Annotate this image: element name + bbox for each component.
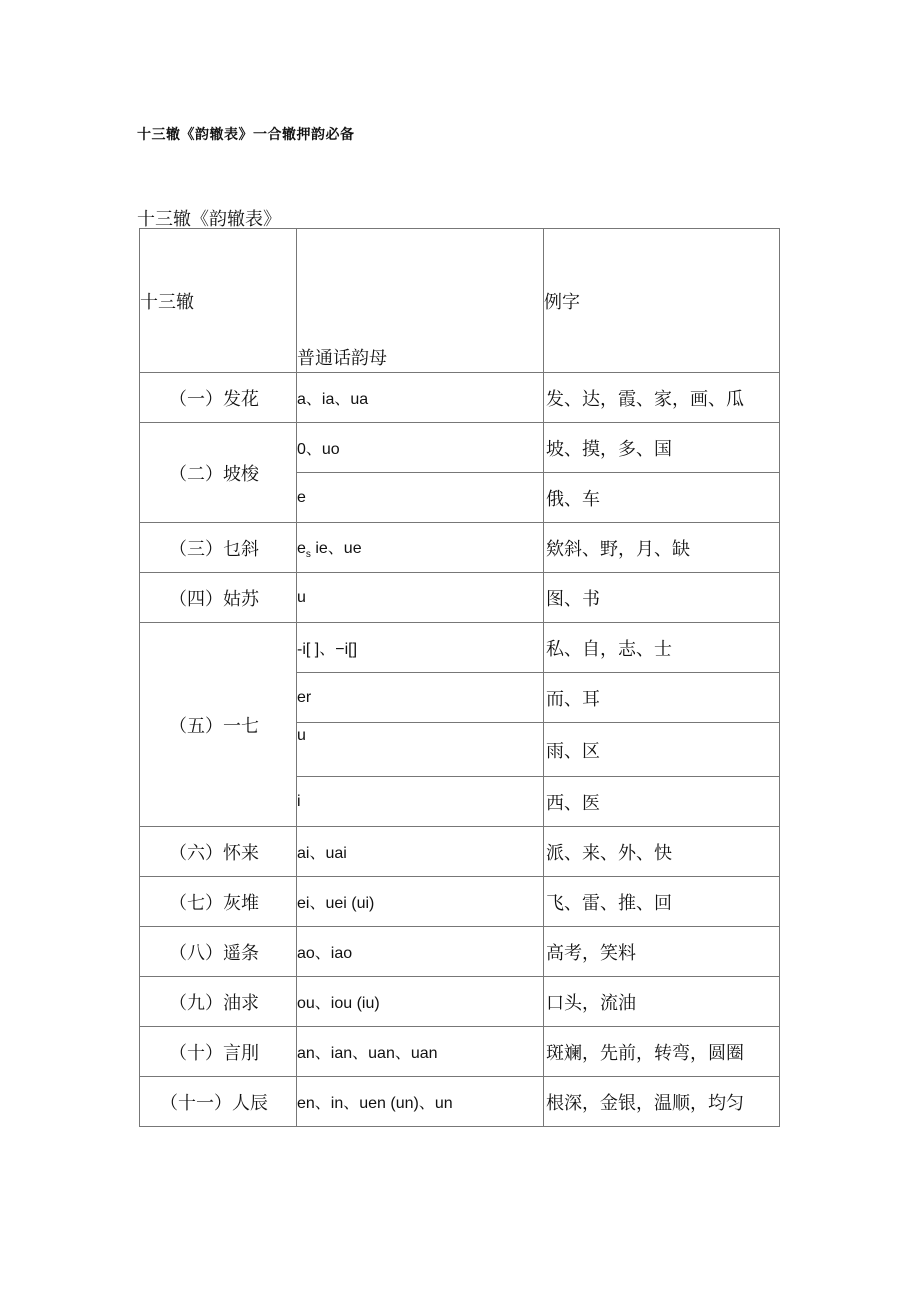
examples-cell: 俄、车: [544, 473, 780, 523]
examples-cell: 图、书: [544, 573, 780, 623]
examples-cell: 飞、雷、推、回: [544, 877, 780, 927]
rhyme-name: （十一）人辰: [140, 1077, 297, 1127]
table-row: [140, 1077, 780, 1127]
rhyme-table: [139, 228, 780, 1127]
finals-main: e: [297, 539, 306, 557]
examples-cell: 派、来、外、快: [544, 827, 780, 877]
finals-subscript: s: [305, 549, 311, 561]
rhyme-name: （一）发花: [140, 373, 297, 423]
table-row: [140, 977, 780, 1027]
finals-cell: a、ia、ua: [297, 373, 544, 423]
table-caption: 十三辙《韵辙表》: [137, 209, 281, 230]
rhyme-name: （十）言刖: [140, 1027, 297, 1077]
header-rhyme-category: 十三辙: [140, 229, 297, 373]
examples-cell: 而、耳: [544, 673, 780, 723]
rhyme-name: （八）遥条: [140, 927, 297, 977]
table-row: [140, 877, 780, 927]
finals-cell: ei、uei (ui): [297, 877, 544, 927]
finals-cell: ai、uai: [297, 827, 544, 877]
finals-cell: e: [297, 473, 544, 523]
rhyme-name: （四）姑苏: [140, 573, 297, 623]
rhyme-name: （九）油求: [140, 977, 297, 1027]
finals-cell: ou、iou (iu): [297, 977, 544, 1027]
examples-cell: 根深，金银，温顺，均匀: [544, 1077, 780, 1127]
finals-cell: i: [297, 777, 544, 827]
finals-rest: ie、ue: [310, 539, 362, 557]
finals-cell: [297, 523, 544, 573]
examples-cell: 私、自，志、士: [544, 623, 780, 673]
table-row: [140, 423, 780, 473]
table-row: [140, 927, 780, 977]
finals-cell: u: [297, 723, 544, 777]
finals-cell: ao、iao: [297, 927, 544, 977]
finals-cell: u: [297, 573, 544, 623]
rhyme-name: （三）乜斜: [140, 523, 297, 573]
rhyme-name: （二）坡梭: [140, 423, 297, 523]
document-title: 十三辙《韵辙表》一合辙押韵必备: [137, 127, 355, 143]
finals-cell: an、ian、uan、uan: [297, 1027, 544, 1077]
examples-cell: 西、医: [544, 777, 780, 827]
finals-cell: en、in、uen (un)、un: [297, 1077, 544, 1127]
header-examples: 例字: [544, 229, 780, 373]
table-row: [140, 373, 780, 423]
rhyme-name: （六）怀来: [140, 827, 297, 877]
finals-cell: 0、uo: [297, 423, 544, 473]
examples-cell: 发、达，霞、家，画、瓜: [544, 373, 780, 423]
finals-cell: -i[ ]、−i[]: [297, 623, 544, 673]
examples-cell: 高考，笑料: [544, 927, 780, 977]
rhyme-name: （七）灰堆: [140, 877, 297, 927]
table-header-row: [140, 229, 780, 373]
table-row: [140, 1027, 780, 1077]
examples-cell: 坡、摸，多、国: [544, 423, 780, 473]
examples-cell: 欸斜、野，月、缺: [544, 523, 780, 573]
table-row: [140, 573, 780, 623]
header-finals: 普通话韵母: [297, 229, 544, 373]
table-row: [140, 623, 780, 673]
rhyme-name: （五）一七: [140, 623, 297, 827]
finals-cell: er: [297, 673, 544, 723]
table-row: [140, 827, 780, 877]
examples-cell: 斑斓，先前，转弯，圆圈: [544, 1027, 780, 1077]
examples-cell: 口头，流油: [544, 977, 780, 1027]
examples-cell: 雨、区: [544, 723, 780, 777]
table-row: [140, 523, 780, 573]
